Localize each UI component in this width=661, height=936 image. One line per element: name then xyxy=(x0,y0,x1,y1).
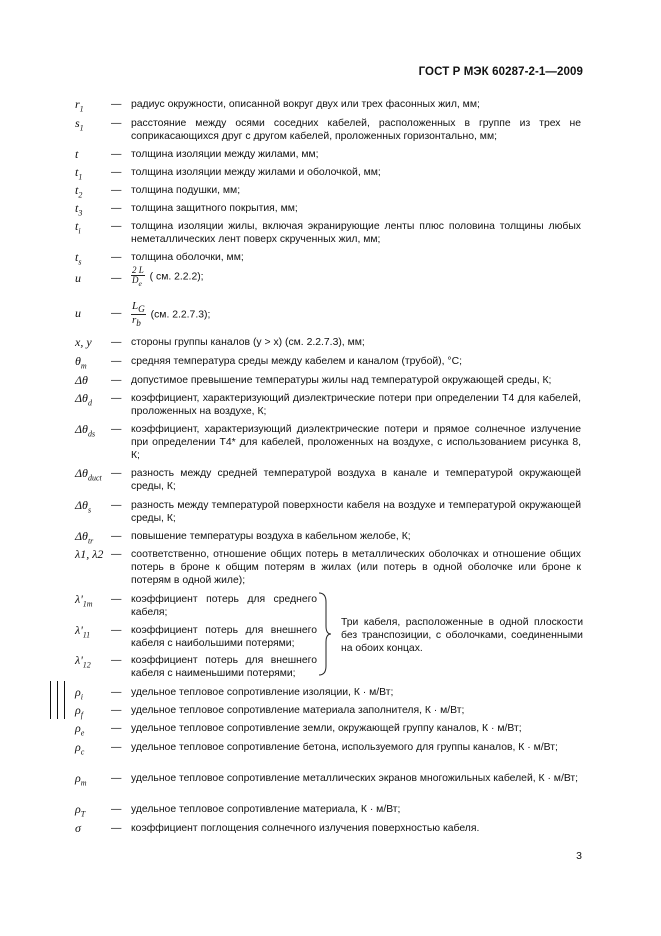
symbol: u xyxy=(75,306,81,320)
dash: — xyxy=(111,149,122,160)
dash: — xyxy=(111,308,122,319)
symbol: Δθ xyxy=(75,373,88,387)
definition: толщина изоляции между жилами и оболочкой, мм; xyxy=(131,167,381,178)
definition: коэффициент потерь для внешнего кабеля с наименьшими потерями; xyxy=(131,655,317,680)
symbol: $s_1$ xyxy=(75,116,84,133)
symbol: $t_i$ xyxy=(75,219,81,236)
change-bar xyxy=(64,681,65,719)
dash: — xyxy=(111,356,122,367)
definition: расстояние между осями соседних кабелей, расположенных в группе из трех не соприкасающихся друг с другом кабелей, проложенных горизонтально, мм; xyxy=(131,118,581,143)
dash: — xyxy=(111,594,122,605)
dash: — xyxy=(111,687,122,698)
dash: — xyxy=(111,337,122,348)
dash: — xyxy=(111,531,122,542)
definition: коэффициент, характеризующий диэлектрические потери при определении T4 для кабелей, проложенных на воздухе, К; xyxy=(131,393,581,418)
symbol: $\rho_f$ xyxy=(75,703,83,720)
dash: — xyxy=(111,393,122,404)
dash: — xyxy=(111,99,122,110)
symbol: $r_1$ xyxy=(75,97,84,114)
dash: — xyxy=(111,823,122,834)
symbol: $t_2$ xyxy=(75,183,83,200)
definition: средняя температура среды между кабелем и каналом (трубой), °C; xyxy=(131,356,462,367)
definition: радиус окружности, описанной вокруг двух или трех фасонных жил, мм; xyxy=(131,99,480,110)
definition: толщина защитного покрытия, мм; xyxy=(131,203,298,214)
brace-note: Три кабеля, расположенные в одной плоскости без транспозиции, с оболочками, соединенными на обоих концах. xyxy=(341,617,583,655)
dash: — xyxy=(111,185,122,196)
symbol: $\lambda'_{12}$ xyxy=(75,653,91,670)
dash: — xyxy=(111,742,122,753)
symbol: $\rho_c$ xyxy=(75,740,85,757)
definition: стороны группы каналов (y > x) (см. 2.2.7.3), мм; xyxy=(131,337,365,348)
definition: разность между средней температурой воздуха в канале и температурой окружающей среды, К; xyxy=(131,468,581,493)
definition: коэффициент поглощения солнечного излучения поверхностью кабеля. xyxy=(131,823,480,834)
symbol: $t_s$ xyxy=(75,250,82,267)
symbol: λ1, λ2 xyxy=(75,547,104,561)
dash: — xyxy=(111,375,122,386)
definition: $\frac{L_G}{r_b}$ (см. 2.2.7.3); xyxy=(132,300,211,329)
symbol: $\Delta\theta_{duct}$ xyxy=(75,466,102,483)
symbol: $\lambda'_{1m}$ xyxy=(75,592,93,609)
dash: — xyxy=(111,468,122,479)
symbol: $\rho_m$ xyxy=(75,771,87,788)
definition: удельное тепловое сопротивление бетона, используемого для группы каналов, К · м/Вт; xyxy=(131,742,558,753)
dash: — xyxy=(111,118,122,129)
dash: — xyxy=(111,804,122,815)
dash: — xyxy=(111,424,122,435)
dash: — xyxy=(111,500,122,511)
definition: повышение температуры воздуха в кабельном желобе, К; xyxy=(131,531,411,542)
definition: удельное тепловое сопротивление материала заполнителя, К · м/Вт; xyxy=(131,705,465,716)
dash: — xyxy=(111,273,122,284)
symbol: $\rho_e$ xyxy=(75,721,85,738)
symbol: $\Delta\theta_{tr}$ xyxy=(75,529,94,546)
symbol: $\Delta\theta_s$ xyxy=(75,498,92,515)
dash: — xyxy=(111,655,122,666)
definition: толщина оболочки, мм; xyxy=(131,252,244,263)
definition: разность между температурой поверхности кабеля на воздухе и температурой окружающей среды, К; xyxy=(131,500,581,525)
dash: — xyxy=(111,723,122,734)
definition: коэффициент потерь для среднего кабеля; xyxy=(131,594,317,619)
definition: удельное тепловое сопротивление материала, К · м/Вт; xyxy=(131,804,401,815)
symbol: x, y xyxy=(75,335,92,349)
definition: толщина изоляции жилы, включая экранирующие ленты плюс половина толщины любых неметаллических лент поверх скрученных жил, мм; xyxy=(131,221,581,246)
symbol: $t_3$ xyxy=(75,201,83,218)
definition: $\frac{2 L}{D_e}$ ( см. 2.2.2); xyxy=(132,265,204,288)
definition: допустимое превышение температуры жилы над температурой окружающей среды, К; xyxy=(131,375,552,386)
symbol: $\lambda'_{11}$ xyxy=(75,623,91,640)
definition: толщина подушки, мм; xyxy=(131,185,241,196)
symbol: $t_1$ xyxy=(75,165,83,182)
definition: коэффициент потерь для внешнего кабеля с наибольшими потерями; xyxy=(131,625,317,650)
symbol: $\Delta\theta_d$ xyxy=(75,391,92,408)
fraction: $\frac{L_G}{r_b}$ xyxy=(132,300,145,329)
change-bar xyxy=(57,681,58,719)
symbol: σ xyxy=(75,821,81,835)
definition: толщина изоляции между жилами, мм; xyxy=(131,149,319,160)
symbol: $\rho_T$ xyxy=(75,802,86,819)
symbol: $\Delta\theta_{ds}$ xyxy=(75,422,96,439)
dash: — xyxy=(111,252,122,263)
dash: — xyxy=(111,221,122,232)
dash: — xyxy=(111,625,122,636)
document-header: ГОСТ Р МЭК 60287-2-1—2009 xyxy=(418,66,583,78)
definition: удельное тепловое сопротивление металлических экранов многожильных кабелей, К · м/Вт; xyxy=(131,773,579,784)
definition: соответственно, отношение общих потерь в металлических оболочках и отношение общих потерь в броне к общим потерям в жилах (или потерь в одной оболочке или броне к потерям в одной жиле); xyxy=(131,549,581,587)
definition: удельное тепловое сопротивление изоляции, К · м/Вт; xyxy=(131,687,394,698)
dash: — xyxy=(111,549,122,560)
symbol: t xyxy=(75,147,79,161)
dash: — xyxy=(111,167,122,178)
fraction: $\frac{2 L}{D_e}$ xyxy=(132,265,144,288)
symbol: $\theta_m$ xyxy=(75,354,87,371)
definition: коэффициент, характеризующий диэлектрические потери и прямое солнечное излучение при определении T4* для кабелей, проложенных на воздухе, с использованием рисунка 8, К; xyxy=(131,424,581,462)
symbol: $\rho_i$ xyxy=(75,685,83,702)
definition: удельное тепловое сопротивление земли, окружающей группу каналов, К · м/Вт; xyxy=(131,723,522,734)
dash: — xyxy=(111,773,122,784)
change-bar xyxy=(50,681,51,719)
page-number: 3 xyxy=(576,850,582,862)
symbol: u xyxy=(75,271,81,285)
curly-brace xyxy=(318,592,332,676)
dash: — xyxy=(111,705,122,716)
dash: — xyxy=(111,203,122,214)
